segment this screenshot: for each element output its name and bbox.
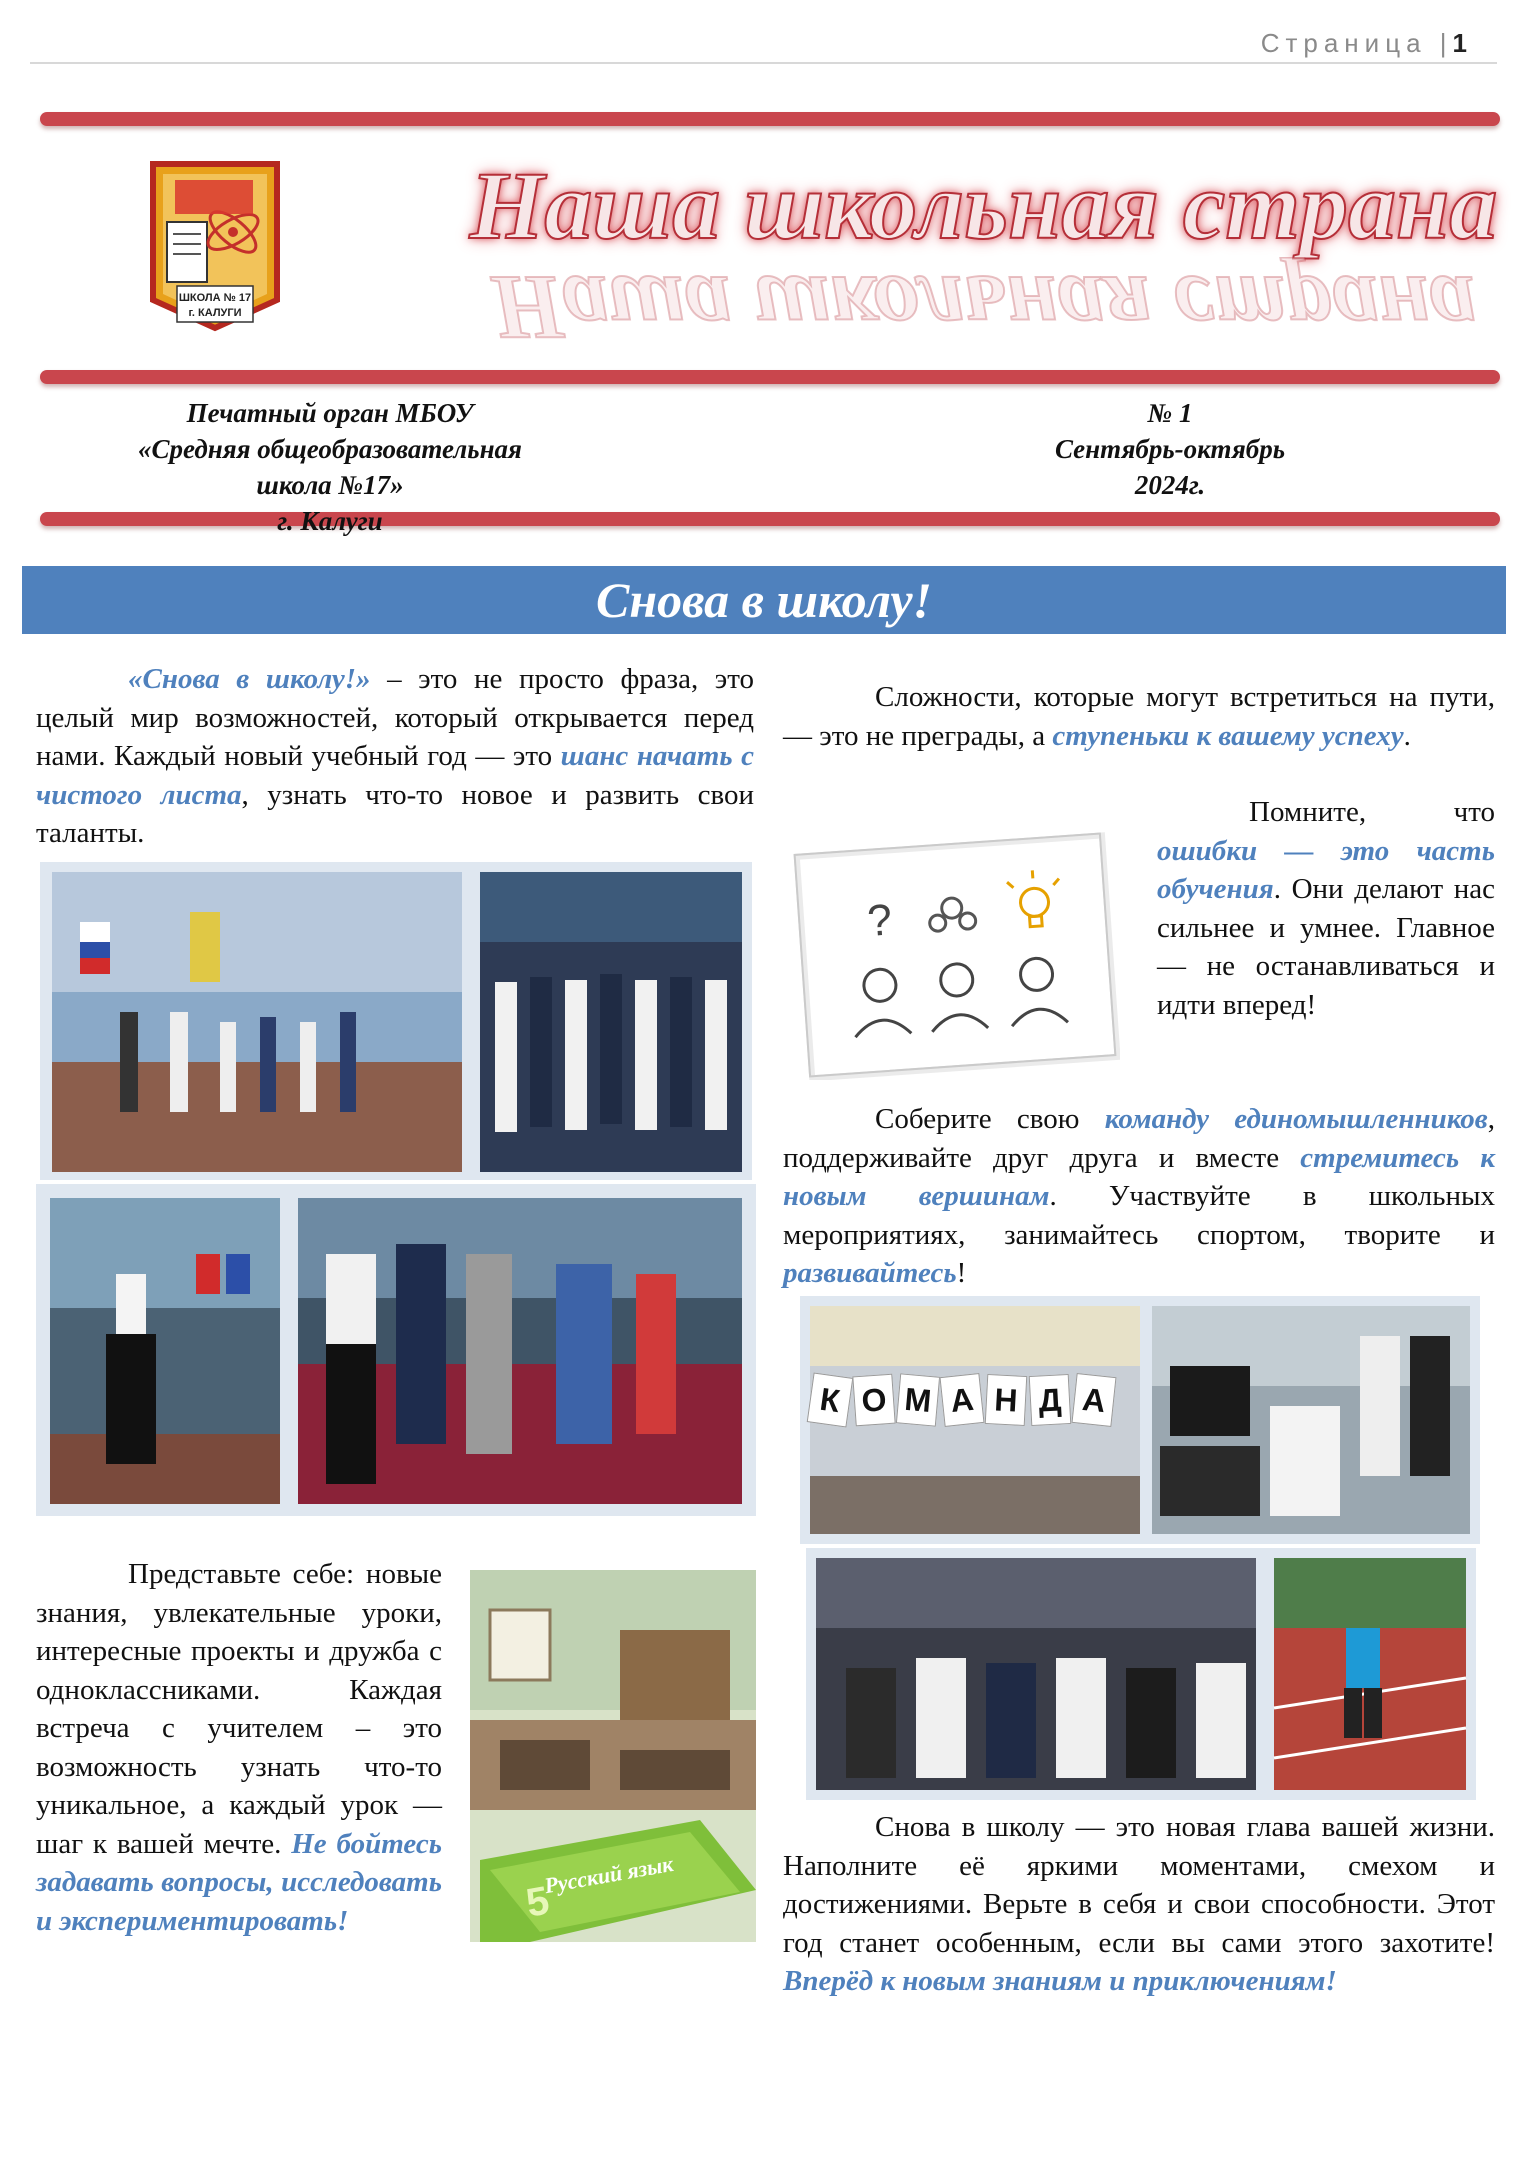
header-divider bbox=[30, 62, 1497, 64]
intro-text-1: – это не просто фраза, это целый мир возможностей, который открывается перед нами. Каждый новый учебный год — это bbox=[36, 663, 755, 772]
photo-running-track bbox=[1274, 1558, 1466, 1790]
masthead-stripe-top bbox=[40, 112, 1500, 126]
publisher-info bbox=[110, 395, 550, 539]
difficulties-text-2: . bbox=[1403, 719, 1411, 752]
team-sign-letters bbox=[810, 1375, 1130, 1455]
photo-ultrasound-lesson bbox=[1152, 1306, 1470, 1534]
logo-text-line1: ШКОЛА № 17 bbox=[178, 292, 252, 304]
team-text-4: ! bbox=[956, 1257, 967, 1289]
team-highlight-3: развивайтесь bbox=[783, 1257, 957, 1289]
sign-letter: К bbox=[807, 1372, 854, 1427]
sign-letter: Д bbox=[1029, 1374, 1072, 1426]
article-heading: Снова в школу! bbox=[596, 572, 932, 628]
sign-letter: А bbox=[939, 1373, 984, 1427]
photo-audience-hall bbox=[816, 1558, 1256, 1790]
paragraph-mistakes bbox=[1157, 793, 1495, 1024]
section-banner bbox=[22, 566, 1506, 634]
sign-letter: А bbox=[1071, 1373, 1116, 1427]
sign-letter: Н bbox=[985, 1374, 1028, 1426]
logo-text-line2: г. КАЛУГИ bbox=[188, 307, 242, 319]
photo-classroom-books bbox=[470, 1570, 756, 1942]
imagine-text: Представьте себе: новые знания, увлекательные уроки, интересные проекты и дружба с одноклассниками. Каждая встреча с учителем – это возможность узнать что-то уникальное, а каждый урок — шаг к вашей мечте. bbox=[36, 1558, 442, 1860]
team-highlight-2: стремитесь к новым вершинам bbox=[783, 1141, 1496, 1212]
new-chapter-highlight: Вперёд к новым знаниям и приключениям! bbox=[783, 1965, 1337, 1997]
photo-child-on-shoulders bbox=[50, 1198, 280, 1504]
issue-info bbox=[990, 395, 1350, 503]
team-text-2: , поддерживайте друг друга и вместе bbox=[783, 1103, 1495, 1174]
photo-collage-assembly bbox=[36, 1184, 756, 1516]
photo-collage-events bbox=[806, 1548, 1476, 1800]
page-label-text: Страница | bbox=[1260, 28, 1453, 58]
page-number: 1 bbox=[1452, 28, 1467, 58]
paragraph-difficulties bbox=[783, 678, 1495, 755]
mistakes-text-2: . Они делают нас сильнее и умнее. Главное — не останавливаться и идти вперед! bbox=[1157, 873, 1495, 1021]
difficulties-highlight: ступеньки к вашему успеху bbox=[1052, 719, 1404, 752]
issue-months: Сентябрь-октябрь bbox=[1054, 434, 1286, 464]
photo-collage-ceremony bbox=[40, 862, 752, 1180]
publisher-line1: Печатный орган МБОУ bbox=[186, 398, 474, 428]
mistakes-text-1: Помните, что bbox=[1249, 796, 1495, 828]
publisher-line2: «Средняя общеобразовательная школа №17» bbox=[138, 434, 522, 500]
paragraph-new-chapter bbox=[783, 1808, 1495, 2001]
mistakes-highlight: ошибки — это часть обучения bbox=[1157, 834, 1495, 905]
newspaper-title: Наша школьная страна bbox=[469, 152, 1498, 259]
imagine-highlight: Не бойтесь задавать вопросы, исследовать и экспериментировать! bbox=[36, 1827, 442, 1937]
photo-students-lineup bbox=[480, 872, 742, 1172]
team-text-3: . Участвуйте в школьных мероприятиях, занимайтесь спортом, творите и bbox=[783, 1180, 1495, 1251]
book-grade: 5 bbox=[522, 1878, 553, 1926]
team-text-1: Соберите свою bbox=[875, 1103, 1105, 1135]
intro-highlight: шанс начать с чистого листа bbox=[36, 740, 754, 811]
paragraph-imagine bbox=[36, 1555, 442, 1940]
issue-year: 2024г. bbox=[1134, 470, 1206, 500]
intro-lead: «Снова в школу!» bbox=[128, 663, 371, 695]
paragraph-team bbox=[783, 1100, 1495, 1293]
illustration-thinking-figures bbox=[790, 830, 1120, 1080]
book-title: Русский язык bbox=[542, 1851, 675, 1899]
difficulties-text-1: Сложности, которые могут встретиться на пути, — это не преграды, а bbox=[783, 681, 1495, 752]
question-mark-icon: ? bbox=[865, 895, 894, 946]
issue-number: № 1 bbox=[1147, 398, 1193, 428]
page-number-label bbox=[1261, 28, 1467, 59]
masthead-stripe-middle bbox=[40, 370, 1500, 384]
new-chapter-text: Снова в школу — это новая глава вашей жизни. Наполните её яркими моментами, смехом и достижениями. Верьте в себя и свои способности. Этот год станет особенным, если вы сами этого захотите! bbox=[783, 1811, 1495, 1959]
team-highlight-1: команду единомышленников bbox=[1104, 1103, 1488, 1135]
sign-letter: М bbox=[896, 1373, 940, 1426]
publisher-line3: г. Калуги bbox=[277, 506, 383, 536]
newspaper-title-reflection: Наша школьная страна bbox=[491, 257, 1476, 359]
intro-text-2: , узнать что-то новое и развить свои таланты. bbox=[36, 778, 754, 849]
paragraph-intro bbox=[36, 660, 754, 853]
photo-flag-parade bbox=[52, 872, 462, 1172]
sign-letter: О bbox=[852, 1374, 895, 1427]
photo-speakers-microphone bbox=[298, 1198, 742, 1504]
